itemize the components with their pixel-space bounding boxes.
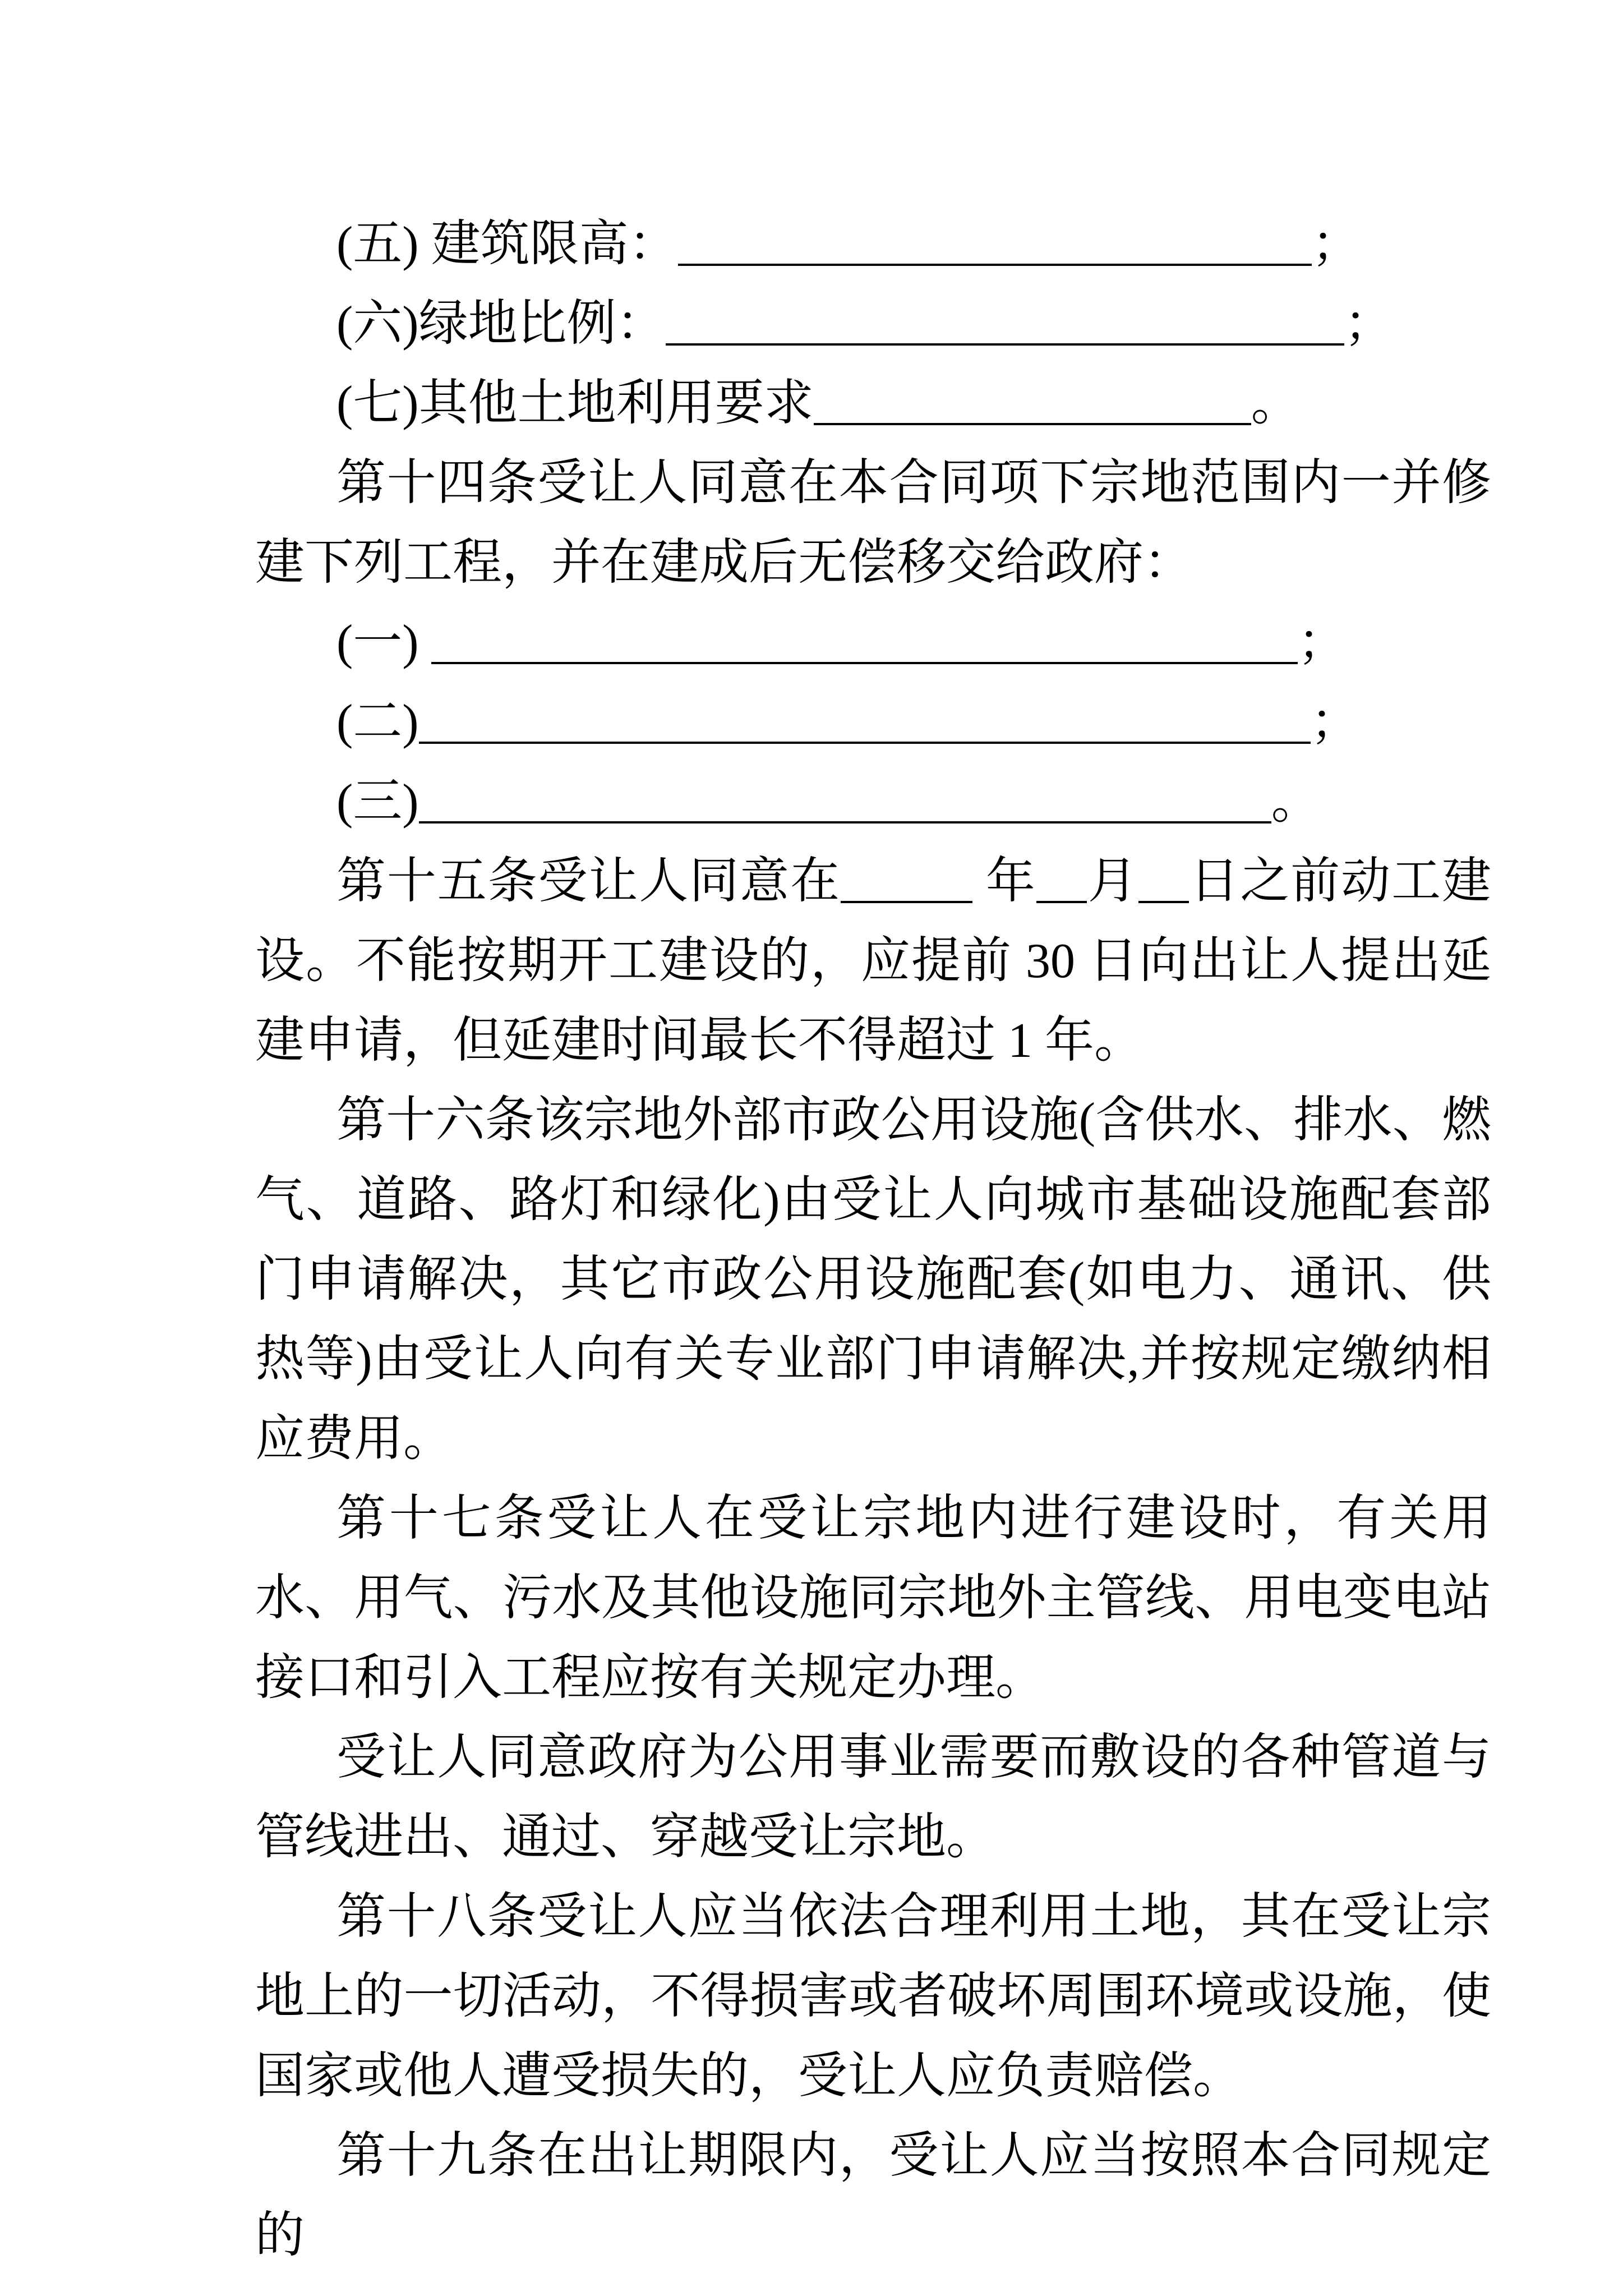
text-run: 第十六条该宗地外部市政公用设施(含供水、排水、燃气、道路、路灯和绿化)由受让人向城市基础设施配套部门申请解决，其它市政公用设施配套(如电力、通讯、供热等)由受让人向有关专业部门申请解决,并按规定缴纳相应费用。 xyxy=(255,1093,1491,1466)
text-run: 月 xyxy=(1086,854,1138,909)
text-run: 第十四条受让人同意在本合同项下宗地范围内一并修建下列工程，并在建成后无偿移交给政府： xyxy=(255,456,1491,590)
fill-in-blank-underline xyxy=(1036,901,1087,903)
text-run: 第十八条受让人应当依法合理利用土地，其在受让宗地上的一切活动，不得损害或者破坏周围环境或设施，使国家或他人遭受损失的，受让人应负责赔偿。 xyxy=(255,1890,1491,2104)
fill-in-blank-underline xyxy=(419,742,1311,744)
text-run: 第十七条受让人在受让宗地内进行建设时，有关用水、用气、污水及其他设施同宗地外主管线、用电变电站接口和引入工程应按有关规定办理。 xyxy=(255,1492,1491,1705)
text-run: (七)其他土地利用要求 xyxy=(336,376,814,431)
clause-18 xyxy=(255,1878,1491,2116)
text-run: (二) xyxy=(336,695,419,749)
text-run: ； xyxy=(1311,217,1361,272)
text-run: 。 xyxy=(1271,775,1321,829)
fill-in-blank-underline xyxy=(814,423,1251,425)
fill-in-blank-underline xyxy=(678,264,1312,266)
fill-in-blank-underline xyxy=(431,662,1298,664)
fill-in-blank-underline xyxy=(666,343,1344,346)
clause-15 xyxy=(255,842,1491,1081)
text-run: ； xyxy=(1297,615,1347,670)
text-run: (三) xyxy=(336,775,419,829)
text-run: 日之前动工建设。不能按期开工建设的，应提前 30 日向出让人提出延建申请，但延建时间最长不得超过 1 年。 xyxy=(255,854,1491,1068)
clause-14 xyxy=(255,444,1491,603)
clause-17-continued xyxy=(255,1718,1491,1878)
text-run: ； xyxy=(1310,695,1360,749)
clause-17 xyxy=(255,1479,1491,1718)
text-run: 受让人同意政府为公用事业需要而敷设的各种管道与管线进出、通过、穿越受让宗地。 xyxy=(255,1731,1491,1865)
clause-16 xyxy=(255,1081,1491,1479)
item-6-green-space-ratio xyxy=(255,284,1491,364)
fill-in-blank-underline xyxy=(419,821,1271,823)
clause-14-item-3 xyxy=(255,762,1491,842)
text-run: (六)绿地比例： xyxy=(336,297,666,351)
text-run: 年 xyxy=(972,854,1036,909)
text-run: (一) xyxy=(336,615,431,670)
clause-14-item-1 xyxy=(255,603,1491,683)
clause-19-partial xyxy=(255,2116,1491,2276)
item-7-other-land-use-requirements xyxy=(255,364,1491,444)
item-5-building-height-limit xyxy=(255,205,1491,284)
fill-in-blank-underline xyxy=(841,901,972,903)
text-run: 。 xyxy=(1251,376,1301,431)
text-run: ； xyxy=(1344,297,1394,351)
clause-14-item-2 xyxy=(255,683,1491,762)
document-body xyxy=(255,205,1491,2276)
text-run: (五) 建筑限高： xyxy=(336,217,678,272)
text-run: 第十五条受让人同意在 xyxy=(336,854,841,909)
fill-in-blank-underline xyxy=(1138,901,1189,903)
text-run: 第十九条在出让期限内，受让人应当按照本合同规定的 xyxy=(255,2129,1491,2263)
